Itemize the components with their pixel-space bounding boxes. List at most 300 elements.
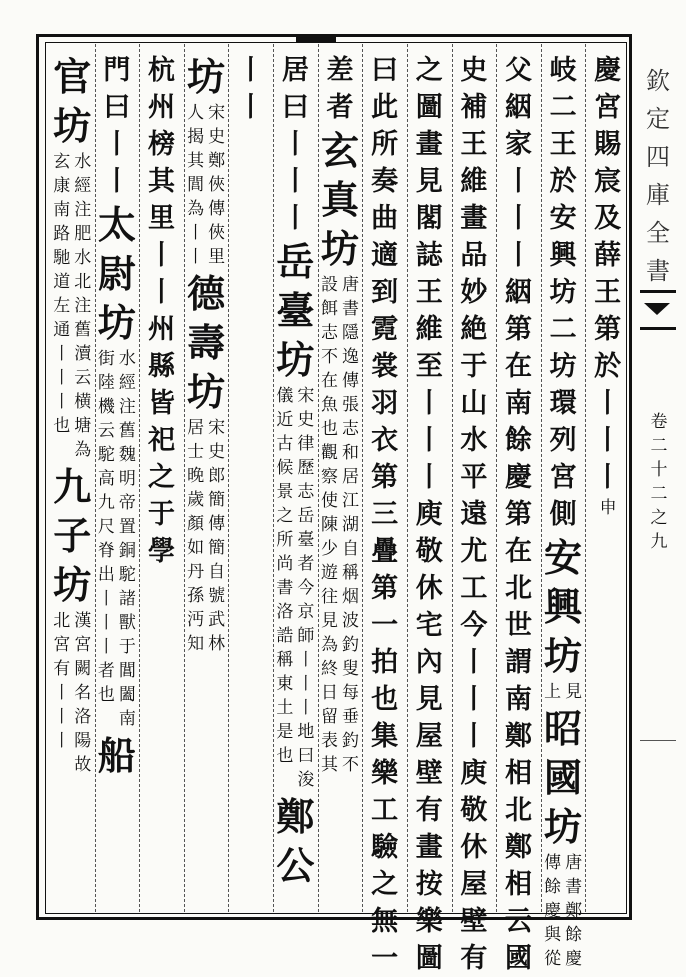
glyph: 丨	[53, 683, 71, 703]
glyph: 丨	[237, 55, 265, 86]
glyph: 誥	[276, 626, 294, 646]
text-column-9	[228, 52, 273, 126]
glyph: 敬	[460, 795, 488, 826]
glyph: 里	[148, 203, 176, 234]
glyph: 隱	[341, 323, 359, 343]
glyph: 家	[504, 129, 532, 160]
glyph: 山	[460, 388, 488, 419]
text-column-5	[407, 52, 452, 977]
glyph: 坊	[187, 369, 226, 414]
text-column-7	[318, 52, 363, 777]
glyph: 九	[53, 464, 92, 509]
glyph: 相	[504, 758, 532, 789]
glyph: 丨	[53, 707, 71, 727]
glyph: 第	[371, 462, 399, 493]
glyph: 俠	[208, 223, 226, 243]
glyph: 屋	[415, 721, 443, 752]
glyph: 丨	[297, 674, 315, 694]
glyph: 是	[276, 722, 294, 742]
column-segment	[273, 237, 317, 384]
glyph: 京	[297, 602, 315, 622]
glyph: 于	[460, 351, 488, 382]
glyph: 坊	[97, 300, 136, 345]
glyph: 唐	[341, 275, 359, 295]
glyph: 史	[297, 410, 315, 430]
glyph: 坊	[53, 562, 92, 607]
glyph: 舊	[118, 421, 136, 441]
glyph: 十	[650, 460, 668, 480]
glyph: 鄭	[565, 901, 583, 921]
glyph: 門	[103, 55, 131, 86]
glyph: 與	[544, 925, 562, 945]
glyph: 丨	[460, 647, 488, 678]
glyph: 上	[544, 682, 562, 702]
column-segment	[591, 385, 625, 496]
glyph: 志	[297, 482, 315, 502]
glyph: 補	[460, 92, 488, 123]
text-column-6	[362, 52, 407, 977]
glyph: 鄭	[504, 721, 532, 752]
column-segment	[234, 52, 268, 126]
glyph: 路	[53, 224, 71, 244]
column-segment	[184, 269, 228, 416]
glyph: 孫	[187, 586, 205, 606]
glyph: 帝	[118, 493, 136, 513]
glyph: 有	[415, 795, 443, 826]
glyph: 臺	[297, 530, 315, 550]
glyph: 洛	[276, 602, 294, 622]
column-segment	[95, 200, 139, 347]
glyph: 脊	[97, 541, 115, 561]
glyph: 丨	[415, 425, 443, 456]
glyph: 第	[371, 573, 399, 604]
glyph: 賜	[594, 129, 622, 160]
glyph: 也	[276, 746, 294, 766]
glyph: 古	[276, 434, 294, 454]
glyph: 景	[276, 482, 294, 502]
glyph: 俠	[208, 175, 226, 195]
column-segment	[543, 851, 584, 971]
volume-label	[648, 410, 670, 554]
glyph: 左	[53, 296, 71, 316]
glyph: 云	[74, 368, 92, 388]
glyph: 北	[53, 611, 71, 631]
glyph: 遠	[460, 499, 488, 530]
text-column-12	[95, 52, 140, 780]
glyph: 日	[320, 683, 338, 703]
column-segment	[50, 462, 94, 609]
glyph: 全	[646, 219, 670, 247]
glyph: 史	[460, 55, 488, 86]
glyph: 九	[650, 532, 668, 552]
glyph: 品	[460, 240, 488, 271]
glyph: 曲	[371, 203, 399, 234]
glyph: 定	[646, 105, 670, 133]
glyph: 曰	[297, 746, 315, 766]
glyph: 留	[320, 707, 338, 727]
glyph: 船	[97, 733, 136, 778]
glyph: 驗	[371, 832, 399, 863]
glyph: 陸	[97, 373, 115, 393]
glyph: 所	[276, 530, 294, 550]
column-segment	[145, 52, 179, 570]
glyph: 之	[276, 506, 294, 526]
glyph: 工	[371, 795, 399, 826]
glyph: 在	[320, 371, 338, 391]
glyph: 機	[97, 397, 115, 417]
glyph: 尚	[276, 554, 294, 574]
glyph: 圖	[415, 943, 443, 974]
glyph: 衣	[371, 425, 399, 456]
glyph: 平	[460, 462, 488, 493]
glyph: 至	[415, 351, 443, 382]
glyph: 第	[504, 499, 532, 530]
glyph: 郎	[208, 466, 226, 486]
glyph: 丨	[504, 240, 532, 271]
column-rule	[273, 44, 274, 912]
column-rule	[228, 44, 229, 912]
glyph: 興	[549, 240, 577, 271]
glyph: 舊	[74, 320, 92, 340]
glyph: 今	[460, 610, 488, 641]
glyph: 工	[460, 573, 488, 604]
glyph: 州	[148, 314, 176, 345]
glyph: 宋	[208, 103, 226, 123]
glyph: 皆	[148, 388, 176, 419]
glyph: 樂	[415, 906, 443, 937]
glyph: 武	[208, 610, 226, 630]
glyph: 丨	[460, 721, 488, 752]
column-segment	[457, 52, 491, 977]
glyph: 坊	[320, 226, 359, 271]
column-rule	[362, 44, 363, 912]
text-column-1	[585, 52, 630, 520]
glyph: 二	[650, 436, 668, 456]
glyph: 于	[148, 499, 176, 530]
column-segment	[50, 52, 94, 150]
glyph: 興	[544, 584, 583, 629]
glyph: 之	[371, 869, 399, 900]
glyph: 畫	[415, 832, 443, 863]
glyph: 從	[544, 949, 562, 969]
column-rule	[407, 44, 408, 912]
glyph: 南	[118, 709, 136, 729]
glyph: 馳	[53, 248, 71, 268]
column-rule	[496, 44, 497, 912]
glyph: 之	[650, 508, 668, 528]
glyph: 自	[341, 539, 359, 559]
glyph: 經	[74, 176, 92, 196]
glyph: 側	[549, 499, 577, 530]
glyph: 律	[297, 434, 315, 454]
glyph: 注	[74, 200, 92, 220]
glyph: 子	[53, 513, 92, 558]
glyph: 閣	[415, 203, 443, 234]
glyph: 自	[208, 562, 226, 582]
glyph: 少	[320, 539, 338, 559]
column-segment	[541, 533, 585, 680]
glyph: 居	[341, 467, 359, 487]
glyph: 丨	[281, 129, 309, 160]
glyph: 宋	[297, 386, 315, 406]
glyph: 世	[504, 610, 532, 641]
column-segment	[184, 52, 228, 101]
text-column-8	[273, 52, 318, 890]
glyph: 魏	[118, 445, 136, 465]
glyph: 通	[53, 320, 71, 340]
glyph: 坊	[549, 351, 577, 382]
glyph: 每	[341, 683, 359, 703]
glyph: 三	[371, 499, 399, 530]
glyph: 其	[148, 166, 176, 197]
glyph: 叟	[341, 659, 359, 679]
glyph: 志	[341, 419, 359, 439]
glyph: 閭	[187, 175, 205, 195]
glyph: 里	[208, 247, 226, 267]
column-segment	[323, 52, 357, 126]
glyph: 慶	[504, 462, 532, 493]
glyph: 簡	[208, 490, 226, 510]
glyph: 稱	[276, 650, 294, 670]
glyph: 縣	[148, 351, 176, 382]
glyph: 庾	[460, 758, 488, 789]
glyph: 出	[97, 565, 115, 585]
glyph: 國	[504, 943, 532, 974]
glyph: 經	[118, 373, 136, 393]
glyph: 坊	[544, 804, 583, 849]
column-segment	[318, 126, 362, 273]
glyph: 在	[504, 536, 532, 567]
glyph: 不	[341, 755, 359, 775]
glyph: 宮	[74, 635, 92, 655]
column-segment	[319, 273, 360, 777]
glyph: 此	[371, 92, 399, 123]
glyph: 師	[297, 626, 315, 646]
glyph: 奏	[371, 166, 399, 197]
text-column-11	[139, 52, 184, 570]
glyph: 妙	[460, 277, 488, 308]
glyph: 傳	[208, 514, 226, 534]
column-segment	[273, 792, 317, 890]
glyph: 南	[504, 388, 532, 419]
glyph: 裳	[371, 351, 399, 382]
glyph: 者	[326, 92, 354, 123]
glyph: 慶	[544, 901, 562, 921]
glyph: 名	[74, 683, 92, 703]
glyph: 丨	[594, 462, 622, 493]
glyph: 街	[97, 349, 115, 369]
glyph: 湖	[341, 515, 359, 535]
glyph: 坊	[549, 277, 577, 308]
glyph: 曰	[281, 92, 309, 123]
glyph: 候	[276, 458, 294, 478]
glyph: 諸	[118, 589, 136, 609]
glyph: 申	[599, 498, 617, 518]
glyph: 庾	[415, 499, 443, 530]
column-segment	[546, 52, 580, 533]
column-segment	[100, 52, 134, 200]
glyph: 一	[371, 610, 399, 641]
glyph: 駝	[118, 565, 136, 585]
glyph: 於	[549, 166, 577, 197]
glyph: 書	[341, 299, 359, 319]
glyph: 近	[276, 410, 294, 430]
glyph: 書	[276, 578, 294, 598]
column-segment	[501, 52, 535, 977]
glyph: 者	[297, 554, 315, 574]
glyph: 二	[650, 484, 668, 504]
glyph: 宮	[594, 92, 622, 123]
glyph: 和	[341, 443, 359, 463]
glyph: 宋	[208, 418, 226, 438]
glyph: 謂	[504, 647, 532, 678]
glyph: 鄭	[276, 794, 315, 839]
glyph: 丨	[460, 684, 488, 715]
glyph: 玄	[320, 128, 359, 173]
glyph: 丨	[281, 203, 309, 234]
glyph: 也	[53, 416, 71, 436]
glyph: 丨	[237, 92, 265, 123]
glyph: 丨	[53, 392, 71, 412]
glyph: 瀆	[74, 344, 92, 364]
glyph: 真	[320, 177, 359, 222]
glyph: 不	[320, 347, 338, 367]
glyph: 畫	[415, 129, 443, 160]
column-rule	[585, 44, 586, 912]
glyph: 見	[320, 611, 338, 631]
glyph: 水	[118, 349, 136, 369]
glyph: 內	[415, 647, 443, 678]
glyph: 丨	[148, 240, 176, 271]
glyph: 獸	[118, 613, 136, 633]
glyph: 餘	[544, 877, 562, 897]
text-column-3	[496, 52, 541, 977]
glyph: 玄	[53, 152, 71, 172]
glyph: 國	[544, 755, 583, 800]
column-segment	[368, 52, 402, 977]
glyph: 丨	[53, 344, 71, 364]
glyph: 水	[460, 425, 488, 456]
glyph: 岐	[549, 55, 577, 86]
glyph: 霓	[371, 314, 399, 345]
glyph: 曰	[371, 55, 399, 86]
glyph: 丨	[148, 277, 176, 308]
glyph: 太	[97, 202, 136, 247]
glyph: 之	[415, 55, 443, 86]
glyph: 設	[320, 275, 338, 295]
glyph: 釣	[341, 635, 359, 655]
glyph: 丨	[415, 388, 443, 419]
glyph: 安	[544, 535, 583, 580]
glyph: 知	[187, 634, 205, 654]
text-column-10	[184, 52, 229, 656]
glyph: 丨	[297, 650, 315, 670]
column-segment	[543, 680, 584, 704]
glyph: 公	[276, 843, 315, 888]
glyph: 到	[371, 277, 399, 308]
glyph: 見	[415, 166, 443, 197]
glyph: 丨	[53, 368, 71, 388]
glyph: 闕	[74, 659, 92, 679]
column-segment	[412, 52, 446, 977]
glyph: 餘	[565, 925, 583, 945]
glyph: 史	[208, 442, 226, 462]
glyph: 號	[208, 586, 226, 606]
glyph: 也	[320, 419, 338, 439]
glyph: 傳	[341, 371, 359, 391]
glyph: 四	[646, 143, 670, 171]
glyph: 丨	[97, 613, 115, 633]
glyph: 絶	[460, 314, 488, 345]
margin-rule	[640, 740, 676, 741]
glyph: 休	[460, 832, 488, 863]
glyph: 第	[504, 314, 532, 345]
glyph: 江	[341, 491, 359, 511]
glyph: 臺	[276, 288, 315, 333]
fishtail-mark	[640, 290, 676, 330]
column-segment	[597, 496, 618, 520]
glyph: 坊	[544, 633, 583, 678]
text-column-4	[452, 52, 497, 977]
glyph: 丨	[187, 223, 205, 243]
glyph: 波	[341, 611, 359, 631]
glyph: 丨	[97, 637, 115, 657]
glyph: 及	[594, 203, 622, 234]
glyph: 浚	[297, 770, 315, 790]
glyph: 垂	[341, 707, 359, 727]
glyph: 銅	[118, 541, 136, 561]
glyph: 王	[415, 277, 443, 308]
glyph: 稱	[341, 563, 359, 583]
glyph: 宮	[53, 635, 71, 655]
glyph: 坊	[276, 337, 315, 382]
glyph: 往	[320, 587, 338, 607]
glyph: 烟	[341, 587, 359, 607]
glyph: 岳	[276, 239, 315, 284]
glyph: 水	[74, 152, 92, 172]
glyph: 慶	[565, 949, 583, 969]
glyph: 魚	[320, 395, 338, 415]
glyph: 相	[504, 869, 532, 900]
glyph: 維	[415, 314, 443, 345]
glyph: 丹	[187, 562, 205, 582]
column-segment	[541, 704, 585, 851]
glyph: 安	[549, 203, 577, 234]
glyph: 父	[504, 55, 532, 86]
glyph: 遊	[320, 563, 338, 583]
glyph: 環	[549, 388, 577, 419]
glyph: 塘	[74, 416, 92, 436]
glyph: 云	[97, 421, 115, 441]
glyph: 壁	[460, 906, 488, 937]
glyph: 駝	[97, 445, 115, 465]
margin-title	[644, 62, 672, 290]
column-segment	[591, 52, 625, 385]
glyph: 坊	[53, 103, 92, 148]
glyph: 丨	[103, 129, 131, 160]
column-segment	[186, 416, 227, 656]
glyph: 注	[74, 296, 92, 316]
glyph: 卷	[650, 412, 668, 432]
glyph: 王	[594, 277, 622, 308]
glyph: 張	[341, 395, 359, 415]
glyph: 云	[504, 906, 532, 937]
glyph: 傳	[544, 853, 562, 873]
column-segment	[52, 609, 93, 777]
glyph: 曰	[103, 92, 131, 123]
glyph: 丨	[504, 166, 532, 197]
glyph: 之	[148, 462, 176, 493]
